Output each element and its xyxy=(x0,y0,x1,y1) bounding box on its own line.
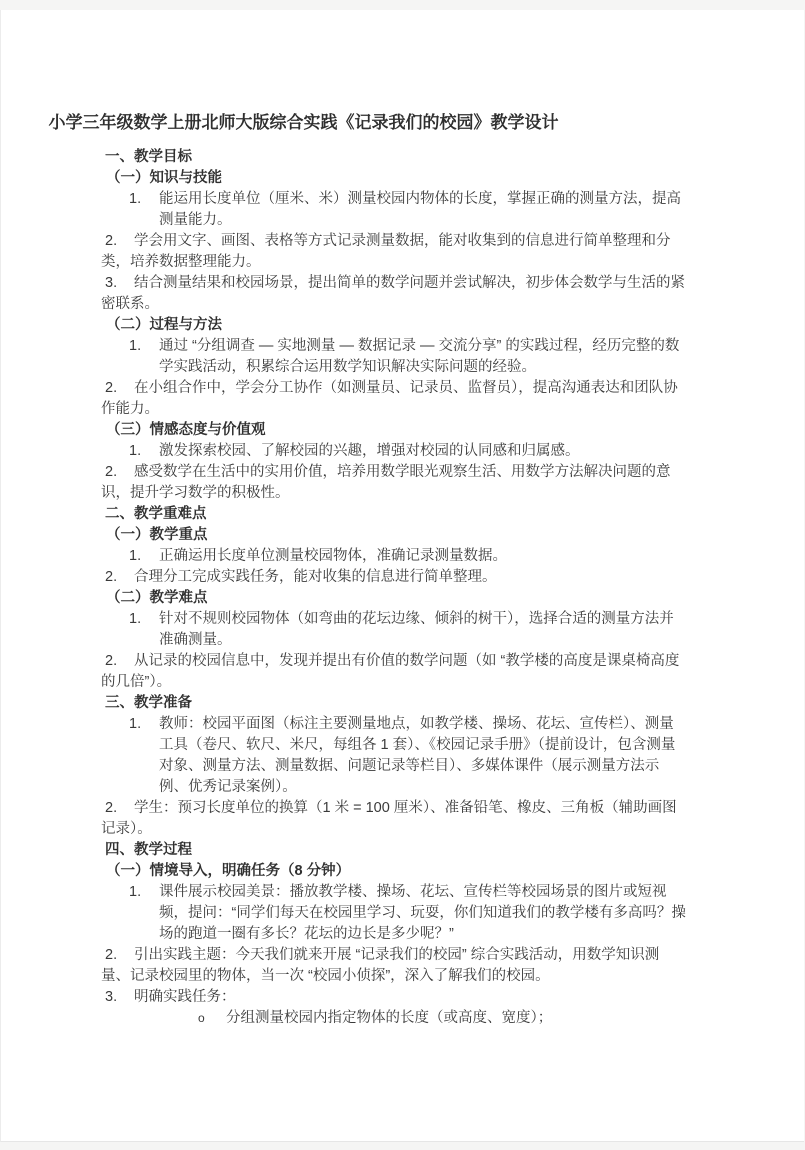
numbered-list-item xyxy=(101,714,686,798)
numbered-paragraph xyxy=(101,273,686,315)
numbered-paragraph xyxy=(101,798,686,840)
numbered-paragraph xyxy=(101,378,686,420)
section-heading xyxy=(101,504,686,525)
list-marker: 2. xyxy=(105,947,118,963)
list-marker: 1. xyxy=(129,884,142,900)
list-marker: 1. xyxy=(129,611,142,627)
list-marker: o xyxy=(198,1011,205,1025)
block-text: 感受数学在生活中的实用价值，培养用数学眼光观察生活、用数学方法解决问题的意识，提升学习数学的积极性。 xyxy=(101,464,671,501)
list-marker: 1. xyxy=(129,548,142,564)
section-heading xyxy=(101,693,686,714)
numbered-list-item xyxy=(101,336,686,378)
list-marker: 2. xyxy=(105,569,118,585)
list-marker: 1. xyxy=(129,338,142,354)
numbered-list-item xyxy=(101,441,686,462)
document-title: 小学三年级数学上册北师大版综合实践《记录我们的校园》教学设计 xyxy=(48,113,559,132)
list-marker: 3. xyxy=(105,989,118,1005)
block-text: 通过 “分组调查 — 实地测量 — 数据记录 — 交流分享” 的实践过程，经历完整的数学实践活动，积累综合运用数学知识解决实际问题的经验。 xyxy=(159,338,680,375)
numbered-paragraph xyxy=(101,462,686,504)
block-text: （二）过程与方法 xyxy=(106,317,222,333)
block-text: 三、教学准备 xyxy=(105,695,192,711)
numbered-paragraph xyxy=(101,231,686,273)
numbered-paragraph xyxy=(101,987,686,1008)
block-text: 引出实践主题：今天我们就来开展 “记录我们的校园” 综合实践活动，用数学知识测量、记录校园里的物体，当一次 “校园小侦探”，深入了解我们的校园。 xyxy=(101,947,660,984)
block-text: 四、教学过程 xyxy=(105,842,192,858)
list-marker: 2. xyxy=(105,464,118,480)
numbered-paragraph xyxy=(101,945,686,987)
list-marker: 2. xyxy=(105,233,118,249)
numbered-paragraph xyxy=(101,567,686,588)
numbered-list-item xyxy=(101,882,686,945)
block-text: （一）教学重点 xyxy=(106,527,208,543)
subsection-heading xyxy=(101,420,686,441)
numbered-list-item xyxy=(101,546,686,567)
list-marker: 1. xyxy=(129,191,142,207)
block-text: 从记录的校园信息中，发现并提出有价值的数学问题（如 “教学楼的高度是课桌椅高度的几倍”）。 xyxy=(101,653,680,690)
block-text: 一、教学目标 xyxy=(105,149,192,165)
numbered-list-item xyxy=(101,609,686,651)
block-text: 学会用文字、画图、表格等方式记录测量数据，能对收集到的信息进行简单整理和分类，培养数据整理能力。 xyxy=(101,233,671,270)
document-page xyxy=(0,10,804,1142)
list-marker: 2. xyxy=(105,800,118,816)
numbered-list-item xyxy=(101,189,686,231)
block-text: 学生：预习长度单位的换算（1 米 = 100 厘米）、准备铅笔、橡皮、三角板（辅助画图记录）。 xyxy=(101,800,677,837)
list-marker: 3. xyxy=(105,275,118,291)
list-marker: 2. xyxy=(105,653,118,669)
block-text: （三）情感态度与价值观 xyxy=(106,422,266,438)
block-text: 课件展示校园美景：播放教学楼、操场、花坛、宣传栏等校园场景的图片或短视频，提问：“同学们每天在校园里学习、玩耍，你们知道我们的教学楼有多高吗？操场的跑道一圈有多长？花坛的边长是多少呢？” xyxy=(159,884,686,942)
block-text: 结合测量结果和校园场景，提出简单的数学问题并尝试解决，初步体会数学与生活的紧密联系。 xyxy=(101,275,685,312)
list-marker: 1. xyxy=(129,716,142,732)
block-text: 明确实践任务： xyxy=(134,989,236,1005)
subsection-heading xyxy=(101,168,686,189)
block-text: （二）教学难点 xyxy=(106,590,208,606)
block-text: 教师：校园平面图（标注主要测量地点，如教学楼、操场、花坛、宣传栏）、测量工具（卷尺、软尺、米尺，每组各 1 套）、《校园记录手册》（提前设计，包含测量对象、测量方法、测量数据、问题记录等栏目）、多媒体课件（展示测量方法示例、优秀记录案例）。 xyxy=(159,716,676,795)
block-text: （一）知识与技能 xyxy=(106,170,222,186)
section-heading xyxy=(101,840,686,861)
numbered-paragraph xyxy=(101,651,686,693)
block-text: 针对不规则校园物体（如弯曲的花坛边缘、倾斜的树干），选择合适的测量方法并准确测量。 xyxy=(159,611,674,648)
subsection-heading xyxy=(101,588,686,609)
list-marker: 1. xyxy=(129,443,142,459)
section-heading xyxy=(101,147,686,168)
block-text: 分组测量校园内指定物体的长度（或高度、宽度）； xyxy=(226,1010,553,1026)
subsection-heading xyxy=(101,861,686,882)
block-text: 合理分工完成实践任务，能对收集的信息进行简单整理。 xyxy=(134,569,497,585)
block-text: 二、教学重难点 xyxy=(105,506,207,522)
bullet-list-item xyxy=(101,1008,686,1029)
block-text: 能运用长度单位（厘米、米）测量校园内物体的长度，掌握正确的测量方法，提高测量能力。 xyxy=(159,191,681,228)
block-text: 激发探索校园、了解校园的兴趣，增强对校园的认同感和归属感。 xyxy=(159,443,580,459)
list-marker: 2. xyxy=(105,380,118,396)
block-text: 正确运用长度单位测量校园物体，准确记录测量数据。 xyxy=(159,548,507,564)
block-text: 在小组合作中，学会分工协作（如测量员、记录员、监督员），提高沟通表达和团队协作能力。 xyxy=(101,380,678,417)
subsection-heading xyxy=(101,315,686,336)
subsection-heading xyxy=(101,525,686,546)
document-body xyxy=(101,147,686,1029)
block-text: （一）情境导入，明确任务（8 分钟） xyxy=(106,863,351,879)
